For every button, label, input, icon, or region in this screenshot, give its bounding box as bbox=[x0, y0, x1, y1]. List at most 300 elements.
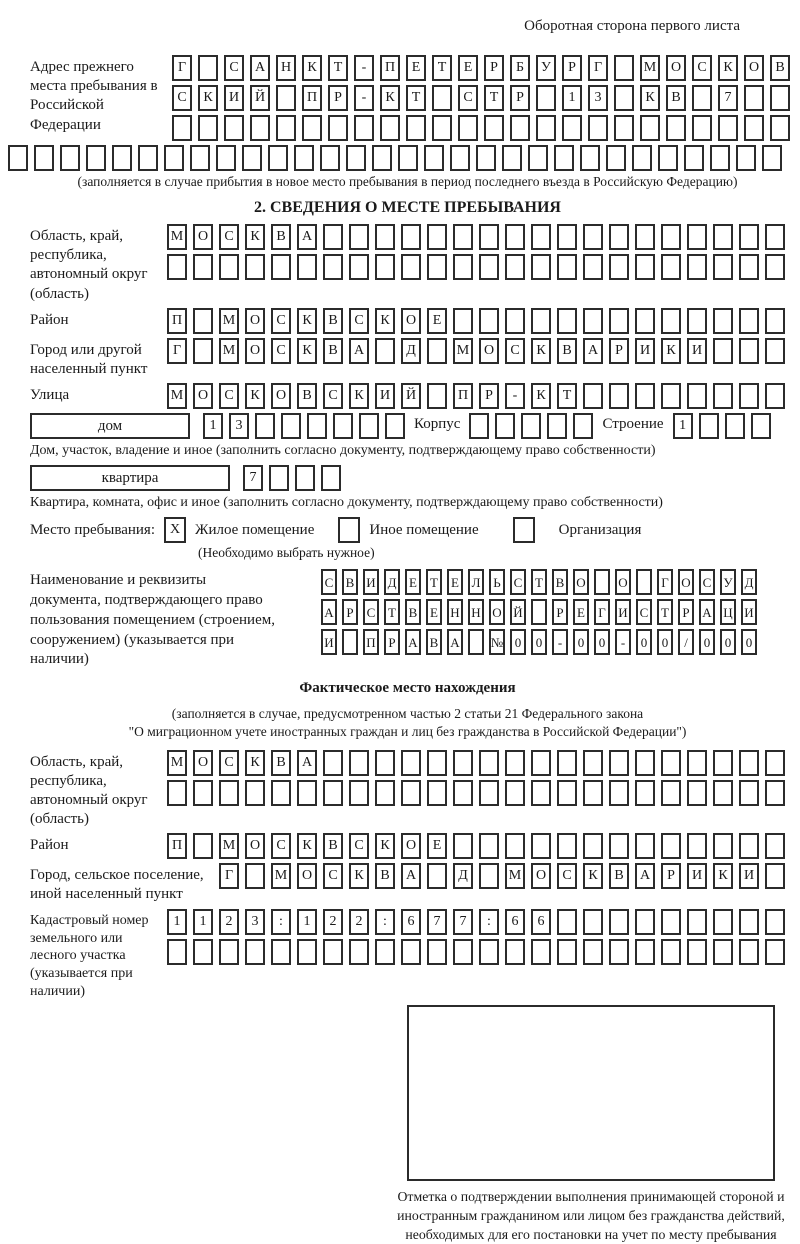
char-cell[interactable] bbox=[86, 145, 106, 171]
char-cell[interactable]: Е bbox=[406, 55, 426, 81]
char-cell[interactable] bbox=[375, 338, 395, 364]
char-cell[interactable]: О bbox=[193, 750, 213, 776]
char-cell[interactable]: М bbox=[167, 383, 187, 409]
char-cell[interactable] bbox=[557, 939, 577, 965]
char-cell[interactable] bbox=[505, 254, 525, 280]
char-cell[interactable]: В bbox=[375, 863, 395, 889]
char-cell[interactable]: М bbox=[505, 863, 525, 889]
char-cell[interactable] bbox=[297, 939, 317, 965]
char-cell[interactable] bbox=[765, 863, 785, 889]
char-cell[interactable]: А bbox=[297, 750, 317, 776]
char-cell[interactable] bbox=[531, 750, 551, 776]
char-cell[interactable] bbox=[193, 338, 213, 364]
char-cell[interactable] bbox=[557, 750, 577, 776]
char-cell[interactable] bbox=[557, 909, 577, 935]
char-cell[interactable] bbox=[269, 465, 289, 491]
char-cell[interactable]: 1 bbox=[167, 909, 187, 935]
char-cell[interactable] bbox=[219, 254, 239, 280]
char-cell[interactable]: М bbox=[219, 833, 239, 859]
char-cell[interactable] bbox=[606, 145, 626, 171]
char-cell[interactable] bbox=[406, 115, 426, 141]
char-cell[interactable]: О bbox=[245, 308, 265, 334]
char-cell[interactable] bbox=[255, 413, 275, 439]
char-cell[interactable] bbox=[739, 254, 759, 280]
char-cell[interactable]: К bbox=[297, 833, 317, 859]
char-cell[interactable] bbox=[427, 863, 447, 889]
char-cell[interactable]: М bbox=[219, 308, 239, 334]
char-cell[interactable]: Т bbox=[406, 85, 426, 111]
char-cell[interactable]: В bbox=[552, 569, 568, 595]
char-cell[interactable] bbox=[468, 629, 484, 655]
char-cell[interactable] bbox=[427, 254, 447, 280]
char-cell[interactable] bbox=[765, 939, 785, 965]
char-cell[interactable] bbox=[531, 224, 551, 250]
char-cell[interactable]: П bbox=[167, 833, 187, 859]
char-cell[interactable] bbox=[661, 383, 681, 409]
char-cell[interactable] bbox=[531, 599, 547, 625]
char-cell[interactable]: Р bbox=[552, 599, 568, 625]
char-cell[interactable] bbox=[562, 115, 582, 141]
char-cell[interactable]: К bbox=[380, 85, 400, 111]
char-cell[interactable]: О bbox=[479, 338, 499, 364]
char-cell[interactable] bbox=[198, 55, 218, 81]
char-cell[interactable]: Н bbox=[447, 599, 463, 625]
char-cell[interactable] bbox=[453, 308, 473, 334]
char-cell[interactable] bbox=[583, 939, 603, 965]
char-cell[interactable]: 0 bbox=[594, 629, 610, 655]
char-cell[interactable] bbox=[661, 254, 681, 280]
char-cell[interactable]: Д bbox=[741, 569, 757, 595]
char-cell[interactable] bbox=[666, 115, 686, 141]
char-cell[interactable] bbox=[427, 750, 447, 776]
char-cell[interactable] bbox=[770, 115, 790, 141]
char-cell[interactable]: 0 bbox=[720, 629, 736, 655]
char-cell[interactable] bbox=[770, 85, 790, 111]
char-cell[interactable]: С bbox=[271, 308, 291, 334]
char-cell[interactable] bbox=[744, 85, 764, 111]
char-cell[interactable] bbox=[557, 833, 577, 859]
char-cell[interactable] bbox=[583, 750, 603, 776]
char-cell[interactable] bbox=[453, 939, 473, 965]
char-cell[interactable] bbox=[401, 224, 421, 250]
house-type-box[interactable]: дом bbox=[30, 413, 190, 439]
char-cell[interactable]: М bbox=[271, 863, 291, 889]
char-cell[interactable]: И bbox=[741, 599, 757, 625]
char-cell[interactable] bbox=[245, 939, 265, 965]
char-cell[interactable]: Т bbox=[384, 599, 400, 625]
char-cell[interactable]: Р bbox=[384, 629, 400, 655]
char-cell[interactable] bbox=[401, 750, 421, 776]
char-cell[interactable] bbox=[609, 383, 629, 409]
char-cell[interactable] bbox=[583, 383, 603, 409]
char-cell[interactable] bbox=[8, 145, 28, 171]
char-cell[interactable] bbox=[424, 145, 444, 171]
char-cell[interactable] bbox=[453, 750, 473, 776]
char-cell[interactable]: К bbox=[245, 224, 265, 250]
char-cell[interactable]: Е bbox=[426, 599, 442, 625]
char-cell[interactable]: Г bbox=[657, 569, 673, 595]
char-cell[interactable]: С bbox=[510, 569, 526, 595]
char-cell[interactable]: П bbox=[167, 308, 187, 334]
char-cell[interactable] bbox=[427, 939, 447, 965]
char-cell[interactable]: Д bbox=[401, 338, 421, 364]
char-cell[interactable]: О bbox=[531, 863, 551, 889]
char-cell[interactable] bbox=[739, 939, 759, 965]
char-cell[interactable]: Й bbox=[401, 383, 421, 409]
char-cell[interactable] bbox=[635, 909, 655, 935]
char-cell[interactable]: - bbox=[552, 629, 568, 655]
char-cell[interactable] bbox=[557, 308, 577, 334]
char-cell[interactable] bbox=[609, 780, 629, 806]
char-cell[interactable]: А bbox=[250, 55, 270, 81]
char-cell[interactable]: 0 bbox=[699, 629, 715, 655]
char-cell[interactable]: М bbox=[167, 224, 187, 250]
char-cell[interactable]: : bbox=[375, 909, 395, 935]
char-cell[interactable]: И bbox=[224, 85, 244, 111]
char-cell[interactable]: В bbox=[557, 338, 577, 364]
char-cell[interactable] bbox=[765, 254, 785, 280]
char-cell[interactable]: К bbox=[531, 383, 551, 409]
char-cell[interactable] bbox=[385, 413, 405, 439]
char-cell[interactable]: О bbox=[489, 599, 505, 625]
char-cell[interactable] bbox=[713, 833, 733, 859]
char-cell[interactable]: Й bbox=[510, 599, 526, 625]
char-cell[interactable] bbox=[250, 115, 270, 141]
char-cell[interactable] bbox=[427, 383, 447, 409]
char-cell[interactable]: - bbox=[354, 85, 374, 111]
char-cell[interactable] bbox=[661, 308, 681, 334]
char-cell[interactable] bbox=[458, 115, 478, 141]
char-cell[interactable]: 1 bbox=[562, 85, 582, 111]
char-cell[interactable] bbox=[60, 145, 80, 171]
char-cell[interactable] bbox=[346, 145, 366, 171]
char-cell[interactable]: И bbox=[635, 338, 655, 364]
char-cell[interactable] bbox=[713, 780, 733, 806]
char-cell[interactable]: В bbox=[770, 55, 790, 81]
char-cell[interactable] bbox=[635, 254, 655, 280]
char-cell[interactable]: 1 bbox=[297, 909, 317, 935]
char-cell[interactable] bbox=[224, 115, 244, 141]
char-cell[interactable]: В bbox=[323, 338, 343, 364]
char-cell[interactable]: У bbox=[720, 569, 736, 595]
char-cell[interactable]: Р bbox=[609, 338, 629, 364]
char-cell[interactable] bbox=[710, 145, 730, 171]
char-cell[interactable]: В bbox=[323, 308, 343, 334]
char-cell[interactable]: Й bbox=[250, 85, 270, 111]
char-cell[interactable]: А bbox=[349, 338, 369, 364]
char-cell[interactable] bbox=[739, 338, 759, 364]
char-cell[interactable]: Р bbox=[562, 55, 582, 81]
char-cell[interactable]: С bbox=[636, 599, 652, 625]
char-cell[interactable] bbox=[193, 780, 213, 806]
char-cell[interactable] bbox=[281, 413, 301, 439]
char-cell[interactable] bbox=[635, 780, 655, 806]
char-cell[interactable]: С bbox=[349, 308, 369, 334]
char-cell[interactable]: М bbox=[219, 338, 239, 364]
char-cell[interactable] bbox=[479, 750, 499, 776]
char-cell[interactable]: О bbox=[401, 833, 421, 859]
char-cell[interactable] bbox=[505, 224, 525, 250]
char-cell[interactable] bbox=[713, 224, 733, 250]
char-cell[interactable]: Т bbox=[657, 599, 673, 625]
char-cell[interactable]: Г bbox=[219, 863, 239, 889]
char-cell[interactable]: Н bbox=[468, 599, 484, 625]
char-cell[interactable]: Е bbox=[447, 569, 463, 595]
char-cell[interactable] bbox=[609, 833, 629, 859]
char-cell[interactable] bbox=[687, 254, 707, 280]
char-cell[interactable] bbox=[687, 224, 707, 250]
char-cell[interactable]: В bbox=[666, 85, 686, 111]
char-cell[interactable]: А bbox=[321, 599, 337, 625]
char-cell[interactable] bbox=[557, 780, 577, 806]
char-cell[interactable] bbox=[380, 115, 400, 141]
char-cell[interactable]: Т bbox=[426, 569, 442, 595]
char-cell[interactable] bbox=[614, 55, 634, 81]
char-cell[interactable] bbox=[594, 569, 610, 595]
char-cell[interactable] bbox=[765, 308, 785, 334]
char-cell[interactable] bbox=[453, 833, 473, 859]
char-cell[interactable]: Т bbox=[432, 55, 452, 81]
char-cell[interactable] bbox=[505, 780, 525, 806]
char-cell[interactable] bbox=[505, 308, 525, 334]
char-cell[interactable] bbox=[583, 308, 603, 334]
char-cell[interactable] bbox=[583, 780, 603, 806]
char-cell[interactable] bbox=[432, 85, 452, 111]
char-cell[interactable]: Р bbox=[342, 599, 358, 625]
char-cell[interactable]: Е bbox=[427, 308, 447, 334]
char-cell[interactable]: К bbox=[245, 750, 265, 776]
char-cell[interactable]: Б bbox=[510, 55, 530, 81]
char-cell[interactable] bbox=[167, 939, 187, 965]
char-cell[interactable] bbox=[138, 145, 158, 171]
char-cell[interactable] bbox=[531, 780, 551, 806]
char-cell[interactable] bbox=[713, 939, 733, 965]
char-cell[interactable] bbox=[635, 308, 655, 334]
char-cell[interactable]: 2 bbox=[323, 909, 343, 935]
char-cell[interactable] bbox=[323, 224, 343, 250]
char-cell[interactable]: 1 bbox=[193, 909, 213, 935]
char-cell[interactable]: К bbox=[375, 833, 395, 859]
char-cell[interactable]: В bbox=[323, 833, 343, 859]
char-cell[interactable] bbox=[739, 909, 759, 935]
char-cell[interactable]: - bbox=[354, 55, 374, 81]
char-cell[interactable]: А bbox=[583, 338, 603, 364]
char-cell[interactable]: К bbox=[297, 338, 317, 364]
char-cell[interactable]: С bbox=[172, 85, 192, 111]
char-cell[interactable] bbox=[164, 145, 184, 171]
char-cell[interactable]: : bbox=[271, 909, 291, 935]
char-cell[interactable]: С bbox=[323, 863, 343, 889]
char-cell[interactable]: : bbox=[479, 909, 499, 935]
char-cell[interactable] bbox=[739, 308, 759, 334]
char-cell[interactable]: А bbox=[401, 863, 421, 889]
char-cell[interactable] bbox=[432, 115, 452, 141]
char-cell[interactable]: О bbox=[573, 569, 589, 595]
char-cell[interactable] bbox=[609, 308, 629, 334]
char-cell[interactable]: 6 bbox=[505, 909, 525, 935]
char-cell[interactable] bbox=[323, 780, 343, 806]
char-cell[interactable] bbox=[661, 939, 681, 965]
char-cell[interactable]: К bbox=[198, 85, 218, 111]
char-cell[interactable] bbox=[531, 254, 551, 280]
char-cell[interactable]: К bbox=[640, 85, 660, 111]
char-cell[interactable] bbox=[297, 254, 317, 280]
char-cell[interactable]: С bbox=[363, 599, 379, 625]
char-cell[interactable]: С bbox=[219, 750, 239, 776]
char-cell[interactable]: Р bbox=[328, 85, 348, 111]
char-cell[interactable]: К bbox=[297, 308, 317, 334]
char-cell[interactable] bbox=[469, 413, 489, 439]
char-cell[interactable]: Р bbox=[510, 85, 530, 111]
other-premises-checkbox[interactable] bbox=[338, 517, 360, 543]
char-cell[interactable]: / bbox=[678, 629, 694, 655]
char-cell[interactable] bbox=[536, 115, 556, 141]
char-cell[interactable]: № bbox=[489, 629, 505, 655]
char-cell[interactable] bbox=[295, 465, 315, 491]
char-cell[interactable]: 0 bbox=[510, 629, 526, 655]
char-cell[interactable]: 0 bbox=[531, 629, 547, 655]
char-cell[interactable] bbox=[193, 833, 213, 859]
char-cell[interactable]: Р bbox=[479, 383, 499, 409]
char-cell[interactable] bbox=[580, 145, 600, 171]
char-cell[interactable] bbox=[349, 750, 369, 776]
char-cell[interactable] bbox=[765, 909, 785, 935]
char-cell[interactable] bbox=[167, 780, 187, 806]
char-cell[interactable] bbox=[271, 254, 291, 280]
char-cell[interactable]: - bbox=[505, 383, 525, 409]
char-cell[interactable]: П bbox=[453, 383, 473, 409]
char-cell[interactable]: О bbox=[297, 863, 317, 889]
char-cell[interactable] bbox=[751, 413, 771, 439]
apartment-type-box[interactable]: квартира bbox=[30, 465, 230, 491]
char-cell[interactable]: М bbox=[453, 338, 473, 364]
char-cell[interactable] bbox=[502, 145, 522, 171]
char-cell[interactable]: И bbox=[363, 569, 379, 595]
char-cell[interactable]: 7 bbox=[243, 465, 263, 491]
char-cell[interactable] bbox=[687, 383, 707, 409]
char-cell[interactable] bbox=[588, 115, 608, 141]
char-cell[interactable] bbox=[765, 750, 785, 776]
char-cell[interactable] bbox=[375, 254, 395, 280]
char-cell[interactable]: Н bbox=[276, 55, 296, 81]
char-cell[interactable] bbox=[614, 85, 634, 111]
char-cell[interactable]: К bbox=[375, 308, 395, 334]
char-cell[interactable] bbox=[684, 145, 704, 171]
char-cell[interactable] bbox=[375, 939, 395, 965]
char-cell[interactable] bbox=[505, 939, 525, 965]
char-cell[interactable] bbox=[479, 939, 499, 965]
char-cell[interactable] bbox=[172, 115, 192, 141]
char-cell[interactable]: 7 bbox=[453, 909, 473, 935]
char-cell[interactable]: С bbox=[271, 833, 291, 859]
char-cell[interactable]: С bbox=[557, 863, 577, 889]
char-cell[interactable]: О bbox=[678, 569, 694, 595]
char-cell[interactable] bbox=[359, 413, 379, 439]
char-cell[interactable] bbox=[635, 224, 655, 250]
char-cell[interactable] bbox=[640, 115, 660, 141]
char-cell[interactable]: 3 bbox=[245, 909, 265, 935]
char-cell[interactable] bbox=[692, 85, 712, 111]
char-cell[interactable] bbox=[658, 145, 678, 171]
char-cell[interactable]: Д bbox=[384, 569, 400, 595]
char-cell[interactable]: В bbox=[271, 224, 291, 250]
char-cell[interactable]: 2 bbox=[349, 909, 369, 935]
char-cell[interactable] bbox=[687, 750, 707, 776]
char-cell[interactable] bbox=[271, 780, 291, 806]
char-cell[interactable] bbox=[479, 308, 499, 334]
char-cell[interactable]: И bbox=[615, 599, 631, 625]
char-cell[interactable] bbox=[190, 145, 210, 171]
char-cell[interactable]: Г bbox=[594, 599, 610, 625]
char-cell[interactable]: - bbox=[615, 629, 631, 655]
char-cell[interactable]: 1 bbox=[673, 413, 693, 439]
char-cell[interactable] bbox=[245, 254, 265, 280]
char-cell[interactable] bbox=[398, 145, 418, 171]
char-cell[interactable] bbox=[583, 224, 603, 250]
char-cell[interactable] bbox=[713, 338, 733, 364]
char-cell[interactable] bbox=[521, 413, 541, 439]
char-cell[interactable] bbox=[349, 780, 369, 806]
char-cell[interactable] bbox=[276, 85, 296, 111]
char-cell[interactable]: И bbox=[739, 863, 759, 889]
char-cell[interactable] bbox=[505, 750, 525, 776]
char-cell[interactable] bbox=[479, 780, 499, 806]
char-cell[interactable] bbox=[536, 85, 556, 111]
char-cell[interactable] bbox=[321, 465, 341, 491]
char-cell[interactable] bbox=[349, 939, 369, 965]
char-cell[interactable]: 1 bbox=[203, 413, 223, 439]
char-cell[interactable]: Т bbox=[484, 85, 504, 111]
char-cell[interactable] bbox=[744, 115, 764, 141]
char-cell[interactable] bbox=[718, 115, 738, 141]
char-cell[interactable]: И bbox=[687, 338, 707, 364]
char-cell[interactable]: К bbox=[245, 383, 265, 409]
char-cell[interactable] bbox=[609, 939, 629, 965]
char-cell[interactable]: Ц bbox=[720, 599, 736, 625]
char-cell[interactable] bbox=[479, 254, 499, 280]
char-cell[interactable] bbox=[661, 750, 681, 776]
char-cell[interactable]: Е bbox=[458, 55, 478, 81]
char-cell[interactable] bbox=[739, 383, 759, 409]
char-cell[interactable]: 6 bbox=[401, 909, 421, 935]
char-cell[interactable] bbox=[495, 413, 515, 439]
char-cell[interactable] bbox=[427, 224, 447, 250]
char-cell[interactable] bbox=[765, 833, 785, 859]
char-cell[interactable]: К bbox=[531, 338, 551, 364]
char-cell[interactable] bbox=[453, 780, 473, 806]
char-cell[interactable] bbox=[307, 413, 327, 439]
char-cell[interactable] bbox=[453, 254, 473, 280]
char-cell[interactable] bbox=[739, 224, 759, 250]
char-cell[interactable]: С bbox=[271, 338, 291, 364]
char-cell[interactable] bbox=[112, 145, 132, 171]
char-cell[interactable]: О bbox=[193, 224, 213, 250]
char-cell[interactable]: Р bbox=[678, 599, 694, 625]
char-cell[interactable] bbox=[320, 145, 340, 171]
char-cell[interactable] bbox=[245, 780, 265, 806]
char-cell[interactable]: С bbox=[699, 569, 715, 595]
char-cell[interactable] bbox=[583, 909, 603, 935]
char-cell[interactable] bbox=[739, 780, 759, 806]
char-cell[interactable] bbox=[328, 115, 348, 141]
char-cell[interactable] bbox=[765, 338, 785, 364]
char-cell[interactable]: П bbox=[380, 55, 400, 81]
char-cell[interactable]: Е bbox=[405, 569, 421, 595]
char-cell[interactable] bbox=[450, 145, 470, 171]
char-cell[interactable]: К bbox=[349, 863, 369, 889]
residential-checkbox[interactable]: X bbox=[164, 517, 186, 543]
char-cell[interactable]: О bbox=[245, 833, 265, 859]
